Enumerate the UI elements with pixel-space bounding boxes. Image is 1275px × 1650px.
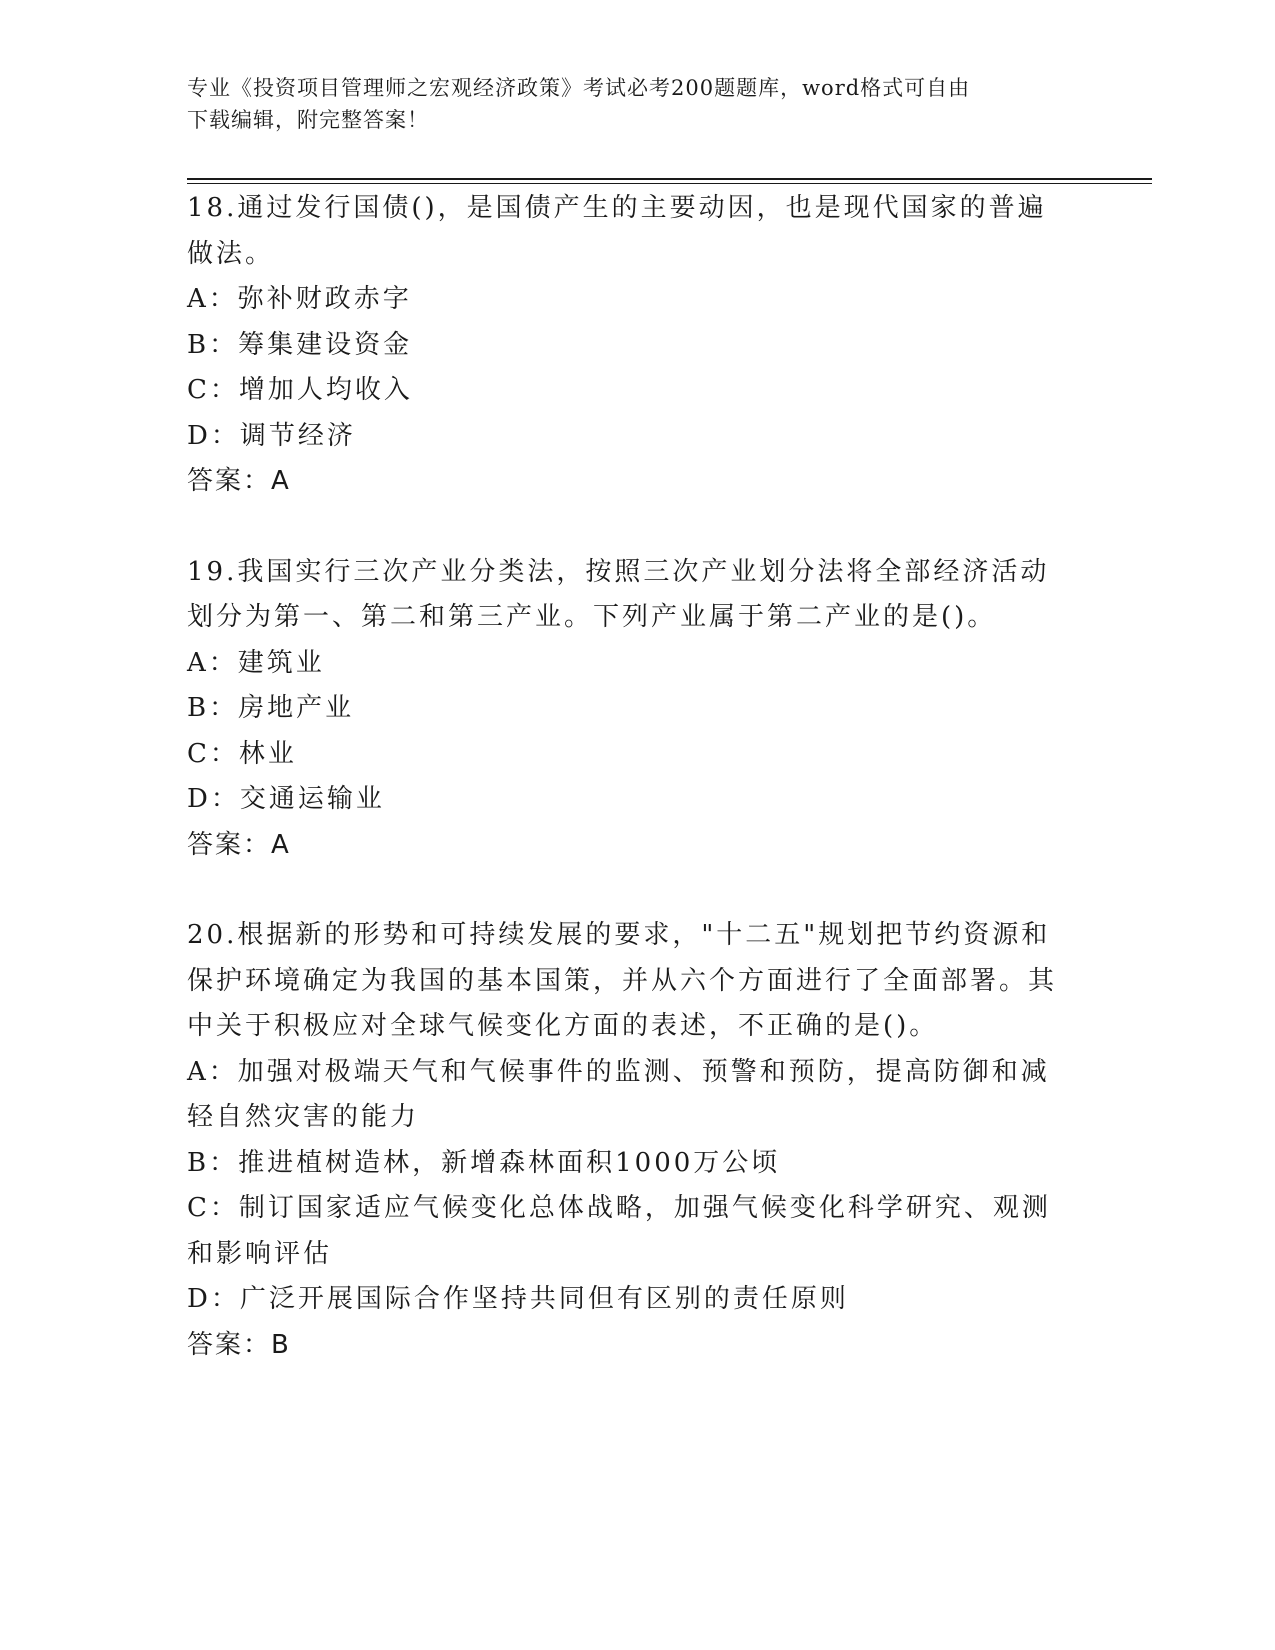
option-d: D：广泛开展国际合作坚持共同但有区别的责任原则 — [187, 1284, 849, 1314]
option-c: C：林业 — [187, 738, 297, 769]
question-list — [187, 186, 1067, 1413]
question-stem: 19.我国实行三次产业分类法，按照三次产业划分法将全部经济活动划分为第一、第二和第三产业。下列产业属于第二产业的是()。 — [187, 556, 1050, 632]
question-18 — [187, 186, 1067, 505]
header-line-2: 下载编辑，附完整答案！ — [187, 108, 429, 132]
answer-label: 答案：A — [187, 829, 291, 860]
option-b: B：推进植树造林，新增森林面积1000万公顷 — [187, 1147, 781, 1178]
option-d: D：交通运输业 — [187, 784, 385, 814]
question-19 — [187, 550, 1067, 869]
answer-label: 答案：A — [187, 466, 291, 496]
question-stem: 20.根据新的形势和可持续发展的要求，"十二五"规划把节约资源和保护环境确定为我国的基本国策，并从六个方面进行了全面部署。其中关于积极应对全球气候变化方面的表述，不正确的是()。 — [187, 920, 1058, 1041]
question-20 — [187, 913, 1067, 1368]
answer-label: 答案：B — [187, 1329, 291, 1360]
question-stem: 18.通过发行国债()，是国债产生的主要动因，也是现代国家的普遍做法。 — [187, 193, 1047, 269]
option-b: B：房地产业 — [187, 693, 355, 723]
option-a: A：加强对极端天气和气候事件的监测、预警和预防，提高防御和减轻自然灾害的能力 — [187, 1056, 1050, 1132]
header-divider-thick — [187, 178, 1152, 180]
option-a: A：弥补财政赤字 — [187, 284, 412, 314]
option-b: B：筹集建设资金 — [187, 329, 413, 360]
document-header — [187, 72, 1067, 136]
header-divider-thin — [187, 183, 1152, 184]
header-line-1: 专业《投资项目管理师之宏观经济政策》考试必考200题题库，word格式可自由 — [187, 76, 971, 100]
option-a: A：建筑业 — [187, 647, 325, 678]
option-c: C：增加人均收入 — [187, 375, 413, 405]
option-d: D：调节经济 — [187, 420, 356, 451]
option-c: C：制订国家适应气候变化总体战略，加强气候变化科学研究、观测和影响评估 — [187, 1193, 1051, 1269]
